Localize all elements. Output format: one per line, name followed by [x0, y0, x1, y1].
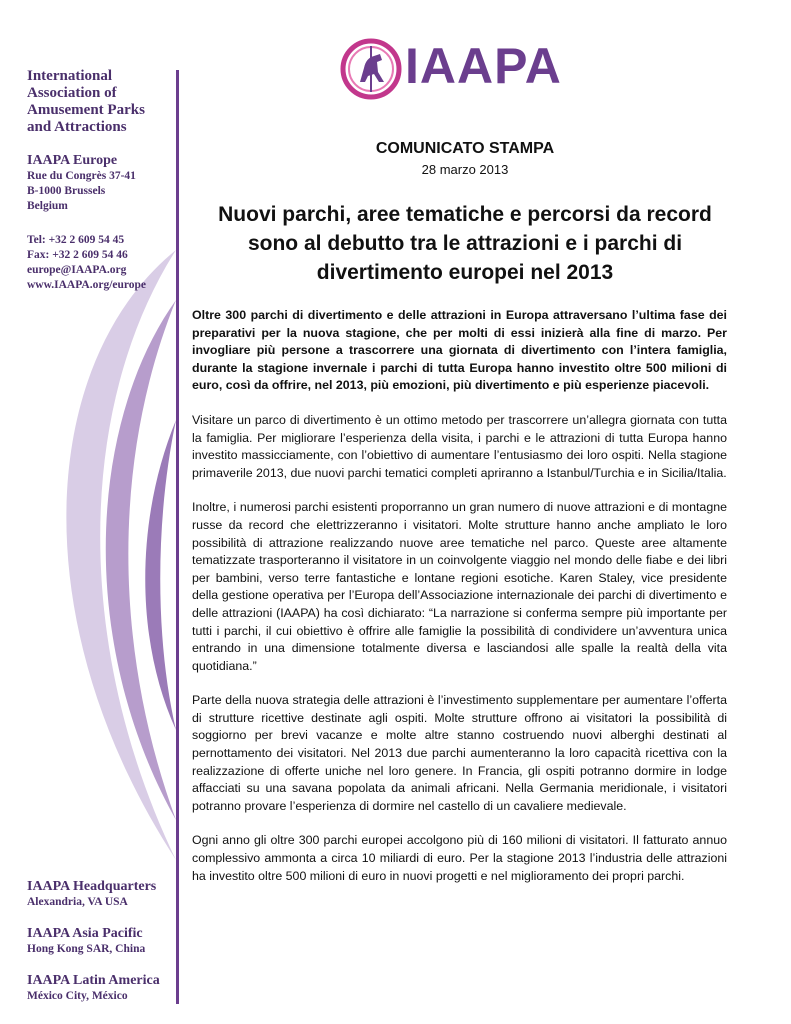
website-link[interactable]: www.IAAPA.org/europe [27, 279, 147, 291]
body-paragraph: Ogni anno gli oltre 300 parchi europei accolgono più di 160 milioni di visitatori. Il fatturato annuo complessivo ammonta a circa 10 miliardi di euro. Per la stagione 2013 l’industria delle attrazioni ha investito oltre 500 milioni di euro in nuovi progetti e nel miglioramento dei propri parchi. [192, 833, 727, 883]
europe-address-line: Belgium [27, 200, 68, 212]
headline: Nuovi parchi, aree tematiche e percorsi da record sono al debutto tra le attrazioni e i parchi di divertimento europei nel 2013 [218, 203, 712, 284]
body-paragraph: Visitare un parco di divertimento è un ottimo metodo per trascorrere un’allegra giornata con tutta la famiglia. Per migliorare l’esperienza della visita, i parchi e le attrazioni di tutta Europa hanno investito massicciamente, con l’obiettivo di aumentare l’entusiasmo dei loro ospiti. Nella stagione primaverile 2013, due nuovi parchi tematici completi apriranno a Istanbul/Turchia e in Sicilia/Italia. [192, 412, 727, 480]
lead-paragraph: Oltre 300 parchi di divertimento e delle attrazioni in Europa attraversano l’ultima fase dei preparativi per la nuova stagione, che per molti di essi inizierà alla fine di marzo. Per invogliare più persone a trascorrere una giornata di divertimento con l’intera famiglia, durante la stagione invernale i parchi di tutta Europa hanno investito oltre 500 milioni di euro, così da offrire, nel 2013, più emozioni, più divertimento e più esperienze piacevoli. [192, 308, 727, 393]
carousel-horse-icon [340, 38, 402, 100]
office-headquarters: IAAPA Headquarters Alexandria, VA USA [27, 879, 157, 908]
europe-heading: IAAPA Europe [27, 153, 118, 168]
sidebar-divider [176, 70, 179, 1004]
phone: Tel: +32 2 609 54 45 [27, 234, 125, 246]
europe-address-line: Rue du Congrès 37-41 [27, 170, 136, 182]
sidebar [0, 0, 180, 1024]
office-asia-pacific: IAAPA Asia Pacific Hong Kong SAR, China [27, 926, 146, 955]
organization-name: International Association of Amusement Parks and Attractions [27, 68, 145, 135]
europe-address-line: B-1000 Brussels [27, 185, 106, 197]
email-link[interactable]: europe@IAAPA.org [27, 264, 127, 276]
office-latin-america: IAAPA Latin America México City, México [27, 973, 160, 1002]
body-paragraph: Parte della nuova strategia delle attrazioni è l’investimento supplementare per aumentare l’offerta di strutture ricettive destinate agli ospiti. Molte strutture offrono ai visitatori la possibilità di soggiorno per brevi vacanze e molte altre stanno costruendo nuovi alberghi destinati al pernottamento dei visitatori. Nel 2013 due parchi aumenteranno la loro capacità ricettiva con la realizzazione di offerte uniche nel loro genere. In Francia, gli ospiti potranno dormire in lodge affacciati su una savana popolata da animali africani. Nella Germania meridionale, i visitatori potranno provare l’esperienza di dormire nel castello di un cavaliere medievale. [192, 693, 727, 813]
body-paragraph: Inoltre, i numerosi parchi esistenti proporranno un gran numero di nuove attrazioni e di montagne russe da record che elettrizzeranno i visitatori. Molte strutture hanno anche ampliato le loro possibilità di attrazione realizzando nuove aree tematiche nel parco. Queste aree altamente tematizzate trasporteranno il visitatore in un coinvolgente viaggio nel mondo delle fiabe e dei libri per bambini, verso terre fantastiche e lontane regioni esotiche. Karen Staley, vice presidente della gestione operativa per l’Europa dell’Associazione internazionale dei parchi di divertimento e delle attrazioni (IAAPA) ha così dichiarato: “La narrazione si conferma sempre più importante per tutti i parchi, il cui obiettivo è offrire alle famiglie la possibilità di condividere un’avventura unica entrando in una dimensione totalmente diversa e lasciandosi alle spalle la realtà della vita quotidiana.” [192, 500, 727, 673]
article-body [192, 307, 727, 902]
fax: Fax: +32 2 609 54 46 [27, 249, 128, 261]
logo-text: IAAPA [405, 38, 562, 94]
press-release-date: 28 marzo 2013 [421, 162, 509, 177]
iaapa-logo [340, 38, 562, 102]
europe-office [27, 152, 136, 214]
press-release-label: COMUNICATO STAMPA [375, 140, 555, 157]
europe-contact [27, 233, 146, 293]
